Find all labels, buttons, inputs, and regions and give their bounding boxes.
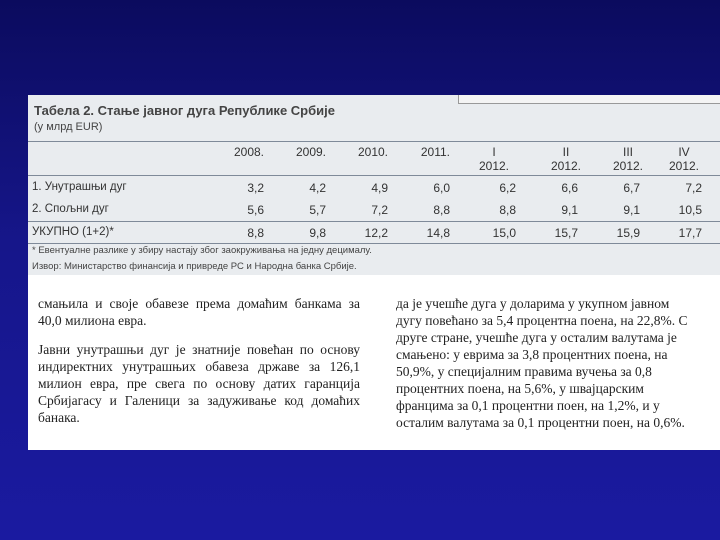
- paragraph: смањила и своје обавезе према домаћим банкама за 40,0 милиона евра.: [38, 296, 360, 328]
- table-cell: 15,9: [616, 226, 640, 240]
- table-source: Извор: Министарство финансија и привреде РС и Народна банка Србије.: [32, 261, 357, 272]
- table-cell: 8,8: [499, 203, 516, 217]
- decorative-box: [458, 95, 720, 104]
- text-line: 50,9%, у специјалним правима вучења за 0,8: [396, 364, 652, 379]
- left-text-column: [38, 295, 360, 426]
- table-divider: [28, 175, 720, 176]
- table-cell: 5,6: [247, 203, 264, 217]
- column-header: 2010.: [357, 145, 388, 159]
- table-cell: 12,2: [364, 226, 388, 240]
- debt-table: [28, 95, 720, 275]
- text-line: смањено: у еврима за 3,8 процентних поена, на: [396, 347, 668, 362]
- table-cell: 6,2: [499, 181, 516, 195]
- text-line: францима за 0,1 процентни поен, на 1,2%, и у: [396, 398, 660, 413]
- column-header: 2011.: [420, 145, 450, 159]
- table-cell: 9,1: [561, 203, 578, 217]
- table-row: [28, 224, 720, 242]
- table-cell: 10,5: [678, 203, 702, 217]
- document-image: [28, 95, 720, 450]
- table-subtitle: (у млрд EUR): [34, 121, 103, 133]
- table-cell: 9,1: [623, 203, 640, 217]
- text-line: друге стране, учешће дуга у осталим валутама је: [396, 330, 677, 345]
- row-label: 2. Спољни дуг: [32, 203, 109, 215]
- table-footnote: * Евентуалне разлике у збиру настају због заокруживања на једну децималу.: [32, 245, 372, 256]
- column-header: III 2012.: [612, 145, 644, 173]
- table-title: Табела 2. Стање јавног дуга Републике Србије: [34, 103, 335, 118]
- table-cell: 3,2: [247, 181, 264, 195]
- text-line: да је учешће дуга у доларима у укупном јавном: [396, 296, 670, 311]
- table-cell: 8,8: [247, 226, 264, 240]
- table-cell: 17,7: [678, 226, 702, 240]
- column-header: IV 2012.: [668, 145, 700, 173]
- table-cell: 6,0: [433, 181, 450, 195]
- row-label: УКУПНО (1+2)*: [32, 226, 114, 238]
- column-header: I 2012.: [478, 145, 510, 173]
- table-row: [28, 179, 720, 197]
- table-cell: 5,7: [309, 203, 326, 217]
- text-line: осталим валутама за 0,1 процентни поен, на 0,6%.: [396, 415, 685, 430]
- table-cell: 6,7: [623, 181, 640, 195]
- right-text-column: [396, 295, 720, 431]
- table-cell: 7,2: [371, 203, 388, 217]
- table-cell: 15,7: [554, 226, 578, 240]
- table-cell: 8,8: [433, 203, 450, 217]
- table-divider: [28, 243, 720, 244]
- table-cell: 4,2: [309, 181, 326, 195]
- column-header: 2008.: [233, 145, 264, 159]
- table-divider: [28, 221, 720, 222]
- text-line: процентних поена, на 5,6%, у швајцарским: [396, 381, 644, 396]
- table-cell: 4,9: [371, 181, 388, 195]
- table-cell: 7,2: [685, 181, 702, 195]
- table-cell: 14,8: [426, 226, 450, 240]
- table-header-row: [28, 142, 720, 172]
- text-line: дугу повећано за 5,4 процентна поена, на 22,8%. С: [396, 313, 688, 328]
- paragraph: Јавни унутрашњи дуг је знатније повећан по основу индиректних унутрашњих обавеза државе за 126,1 милион евра, пре свега по основу датих гаранција Србијагасу и Галеници за задуживање код домаћих банака.: [38, 342, 360, 425]
- column-header: II 2012.: [550, 145, 582, 173]
- column-header: 2009.: [295, 145, 326, 159]
- table-cell: 6,6: [561, 181, 578, 195]
- table-cell: 15,0: [492, 226, 516, 240]
- table-cell: 9,8: [309, 226, 326, 240]
- table-row: [28, 201, 720, 219]
- row-label: 1. Унутрашњи дуг: [32, 181, 127, 193]
